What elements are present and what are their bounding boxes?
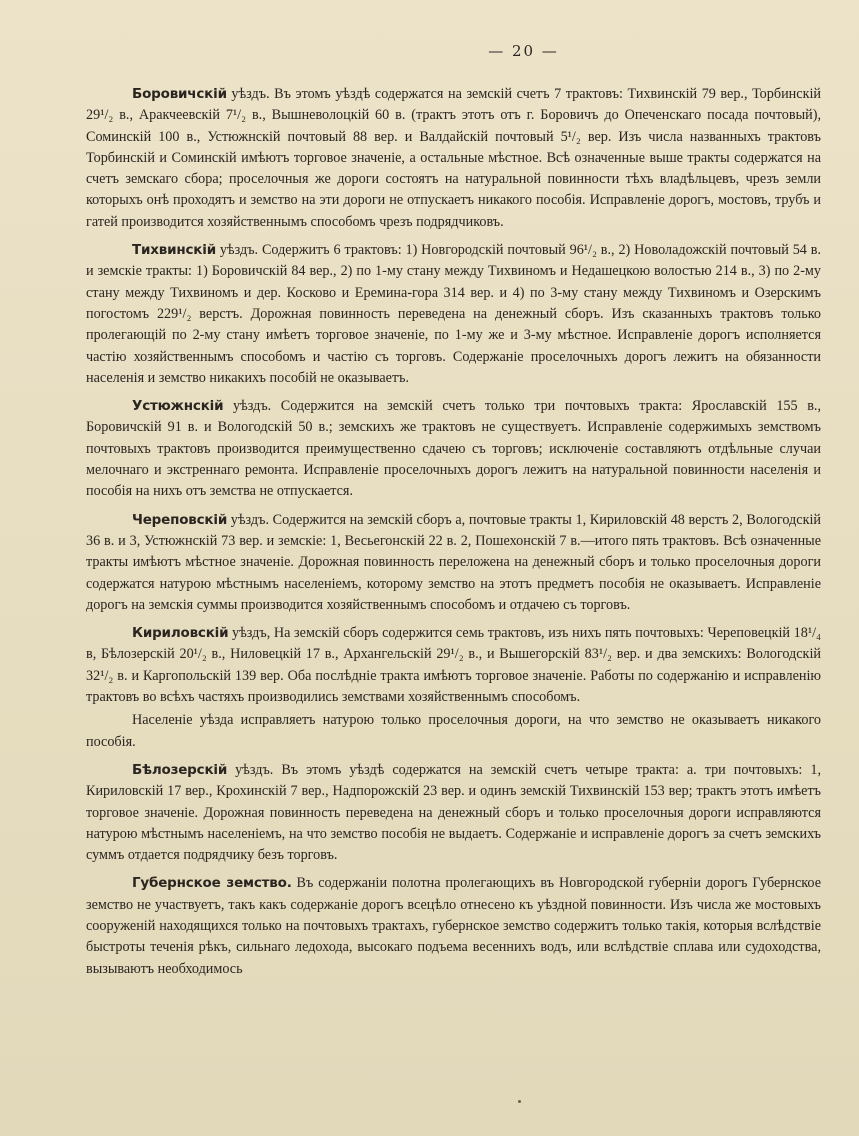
paragraph-belozersk xyxy=(86,760,821,866)
paragraph-text: уѣздъ. Въ этомъ уѣздѣ содержатся на земскій счетъ четыре тракта: а. три почтовыхъ: 1, Кириловскій 17 вер., Крохинскій 7 вер., Надпорожскій 23 вер. и одинъ земскій Тихвинскій 153 вер; трактъ этотъ имѣетъ торговое значеніе. Дорожная повинность переведена на денежный сборъ и только проселочныя дороги исправляются натурою мѣстнымъ населеніемъ, на что земство пособія не выдаетъ. Содержаніе и исправленіе дорогъ за счетъ земскихъ суммъ отдается подрядчику безъ торговъ. xyxy=(86,761,821,864)
paragraph-text: уѣздъ. Въ этомъ уѣздѣ содержатся на земскій счетъ 7 трактовъ: Тихвинскій 79 вер., Торбинскій 29¹/₂ в., Аракчеевскій 7¹/₂ в., Вышневолоцкій 60 в. (трактъ этотъ отъ г. Боровичъ до Опеченскаго посада почтовый), Соминскій 100 в., Устюжнскій почтовый 88 вер. и Валдайскій почтовый 5¹/₂ вер. Изъ числа названныхъ трактовъ Торбинскій и Соминскій имѣютъ торговое значеніе, а остальные мѣстное. Всѣ означенные выше тракты содержатся на счетъ земскаго сбора; проселочныя же дороги состоятъ на натуральной повинности тѣхъ владѣльцевъ, чрезъ земли которыхъ онѣ проходятъ и земство на эти дороги не отпускаетъ никакого пособія. Исправленіе дорогъ, мостовъ, трубъ и гатей производится хозяйственнымъ способомъ чрезъ подрядчиковъ. xyxy=(86,86,821,230)
paragraph-text: Въ содержаніи полотна пролегающихъ въ Новгородской губерніи дорогъ Губернское земство не участвуетъ, такъ какъ содержаніе дорогъ всецѣло отнесено къ уѣздной повинности. Изъ числа же мостовыхъ сооруженій находящихся только на почтовыхъ трактахъ, губернское земство содержитъ только такія, которыя вслѣдствіе быстроты теченія рѣкъ, сильнаго ледохода, высокаго подъема весеннихъ водъ, или вслѣдствіе сплава или судоходства, вызываютъ необходимось xyxy=(86,875,821,977)
paragraph-heading: Череповскій xyxy=(132,511,228,528)
paragraph-heading: Устюжнскій xyxy=(132,398,224,415)
paper-speck xyxy=(518,1100,521,1103)
paragraph-heading: Боровичскій xyxy=(132,86,227,102)
paragraph-cherepovets xyxy=(86,510,821,616)
paragraph-heading: Тихвинскій xyxy=(132,242,216,259)
paragraph-ustyuzhna xyxy=(86,396,821,502)
paragraph-text: уѣздъ, На земскій сборъ содержится семь трактовъ, изъ нихъ пять почтовыхъ: Череповецкій 18¹/₄ в, Бѣлозерскій 20¹/₂ в., Ниловецкій 17 в., Архангельскій 29¹/₂ в., и Вышегорскій 83¹/₂ вер. и два земскихъ: Вологодскій 32¹/₂ в. и Каргопольскій 139 вер. Оба послѣдніе тракта имѣютъ торговое значеніе. Работы по содержанію и исправленію трактовъ во всѣхъ частяхъ производились земствами хозяйственнымъ способомъ. xyxy=(86,625,821,706)
paragraph-kirillov-population xyxy=(86,710,821,753)
paragraph-tikhvin xyxy=(86,240,821,389)
paragraph-heading: Бѣлозерскій xyxy=(132,761,228,778)
paragraph-text: уѣздъ. Содержится на земскій сборъ а, почтовые тракты 1, Кириловскій 48 верстъ 2, Вологодскій 36 в. и 3, Устюжнскій 73 вер. и земскіе: 1, Весьегонскій 22 в. 2, Пошехонскій 7 в.—итого пять трактовъ. Всѣ означенные тракты имѣютъ мѣстное значеніе. Дорожная повинность переложена на денежный сборъ и только проселочныя дороги содержатся натурою мѣстнымъ населеніемъ, которому земство на этотъ предметъ пособія не оказываетъ. Исправленіе дорогъ на земскія суммы производится хозяйственнымъ способомъ и отдачею съ торговъ. xyxy=(86,511,821,613)
paragraph-borovichi xyxy=(86,84,821,233)
paragraph-heading: Кириловскій xyxy=(132,625,229,642)
paragraph-kirillov xyxy=(86,623,821,708)
paragraph-heading: Губернское земство. xyxy=(132,875,292,892)
page-number: — 20 — xyxy=(488,42,559,60)
paragraph-text: Населеніе уѣзда исправляетъ натурою только проселочныя дороги, на что земство не оказываетъ никакого пособія. xyxy=(86,712,821,750)
paragraph-provincial-zemstvo xyxy=(86,873,821,979)
paragraph-text: уѣздъ. Содержитъ 6 трактовъ: 1) Новгородскій почтовый 96¹/₂ в., 2) Новоладожскій почтовый 54 в. и земскіе тракты: 1) Боровичскій 84 вер., 2) по 1-му стану между Тихвиномъ и Недашецкою волостью 214 в., 3) по 2-му стану между Тихвиномъ и дер. Косково и Еремина-гора 314 вер. и 4) по 3-му стану между Тихвиномъ и Озерскимъ погостомъ 229¹/₂ верстъ. Дорожная повинность переведена на денежный сборъ. Изъ сказанныхъ трактовъ только пролегающій по 2-му стану имѣетъ торговое значеніе, по 1-му же и 3-му мѣстное. Исправленіе дорогъ исполняется частію хозяйственнымъ способомъ и частію съ торговъ. Содержаніе проселочныхъ дорогъ лежитъ на обязанности населенія и земство никакихъ пособій не оказываетъ. xyxy=(86,242,821,386)
paragraph-text: уѣздъ. Содержится на земскій счетъ только три почтовыхъ тракта: Ярославскій 155 в., Боровичскій 91 в. и Вологодскій 50 в.; земскихъ же трактовъ не существуетъ. Исправленіе содержимыхъ земствомъ почтовыхъ трактовъ производится преимущественно сдачею съ торговъ; исключеніе составляютъ отдѣльные случаи мелочнаго и экстреннаго ремонта. Исправленіе проселочныхъ дорогъ лежитъ на натуральной повинности населенія и пособія на нихъ отъ земства не отпускается. xyxy=(86,398,821,500)
